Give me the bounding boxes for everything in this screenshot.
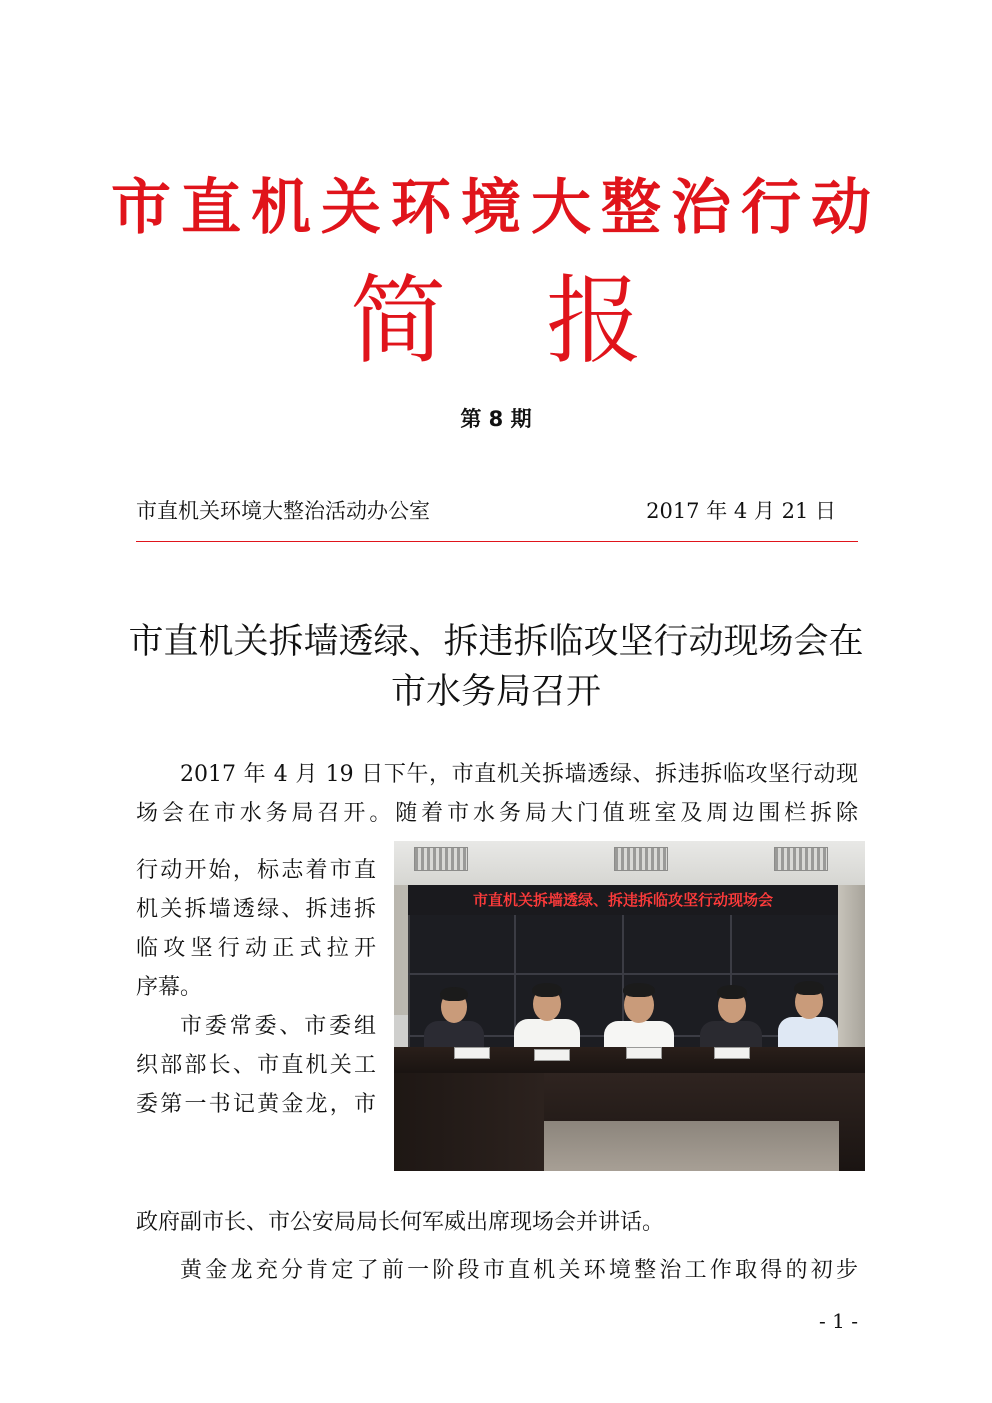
meeting-table-side bbox=[394, 1073, 544, 1171]
paragraph-line: 委第一书记黄金龙，市 bbox=[136, 1092, 376, 1117]
header-divider bbox=[136, 541, 858, 542]
page-number: - 1 - bbox=[819, 1309, 858, 1333]
article-paragraph-3-tail: 政府副市长、市公安局局长何军威出席现场会并讲话。 bbox=[136, 1210, 665, 1235]
issuer: 市直机关环境大整治活动办公室 bbox=[136, 499, 430, 523]
masthead-subtitle: 简报 bbox=[350, 265, 742, 377]
paragraph-line: 序幕。 bbox=[136, 975, 203, 1000]
masthead-title: 市直机关环境大整治行动 bbox=[111, 173, 881, 243]
paragraph-line: 织部部长、市直机关工 bbox=[136, 1053, 376, 1078]
paragraph-line: 机关拆墙透绿、拆违拆 bbox=[136, 897, 376, 922]
article-paragraph-4: 黄金龙充分肯定了前一阶段市直机关环境整治工作取得的初步 bbox=[180, 1258, 858, 1283]
nameplate bbox=[454, 1047, 490, 1059]
nameplate bbox=[714, 1047, 750, 1059]
paragraph-line: 市委常委、市委组 bbox=[180, 1014, 376, 1039]
issue-number: 第 8 期 bbox=[460, 407, 532, 431]
ceiling-vent-icon bbox=[614, 847, 668, 871]
photo-banner: 市直机关拆墙透绿、拆违拆临攻坚行动现场会 bbox=[408, 885, 838, 915]
attendee-hair bbox=[532, 983, 562, 997]
nameplate bbox=[534, 1049, 570, 1061]
article-paragraph-1: 2017 年 4 月 19 日下午，市直机关拆墙透绿、拆违拆临攻坚行动现场会在市水务局召开。随着市水务局大门值班室及周边围栏拆除 bbox=[136, 762, 858, 826]
nameplate bbox=[626, 1047, 662, 1059]
ceiling-vent-icon bbox=[414, 847, 468, 871]
article-paragraph-2 bbox=[136, 851, 376, 1124]
article-title: 市直机关拆墙透绿、拆违拆临攻坚行动现场会在市水务局召开 bbox=[128, 622, 864, 712]
attendee-hair bbox=[794, 981, 824, 995]
attendee-hair bbox=[717, 985, 747, 999]
issue-date: 2017 年 4 月 21 日 bbox=[646, 499, 836, 523]
attendee-hair bbox=[623, 983, 655, 997]
photo-floor bbox=[544, 1121, 839, 1171]
ceiling-vent-icon bbox=[774, 847, 828, 871]
attendee-hair bbox=[440, 987, 468, 1001]
paragraph-line: 临攻坚行动正式拉开 bbox=[136, 936, 376, 961]
paragraph-line: 行动开始，标志着市直 bbox=[136, 858, 376, 883]
meeting-photo bbox=[394, 841, 865, 1171]
